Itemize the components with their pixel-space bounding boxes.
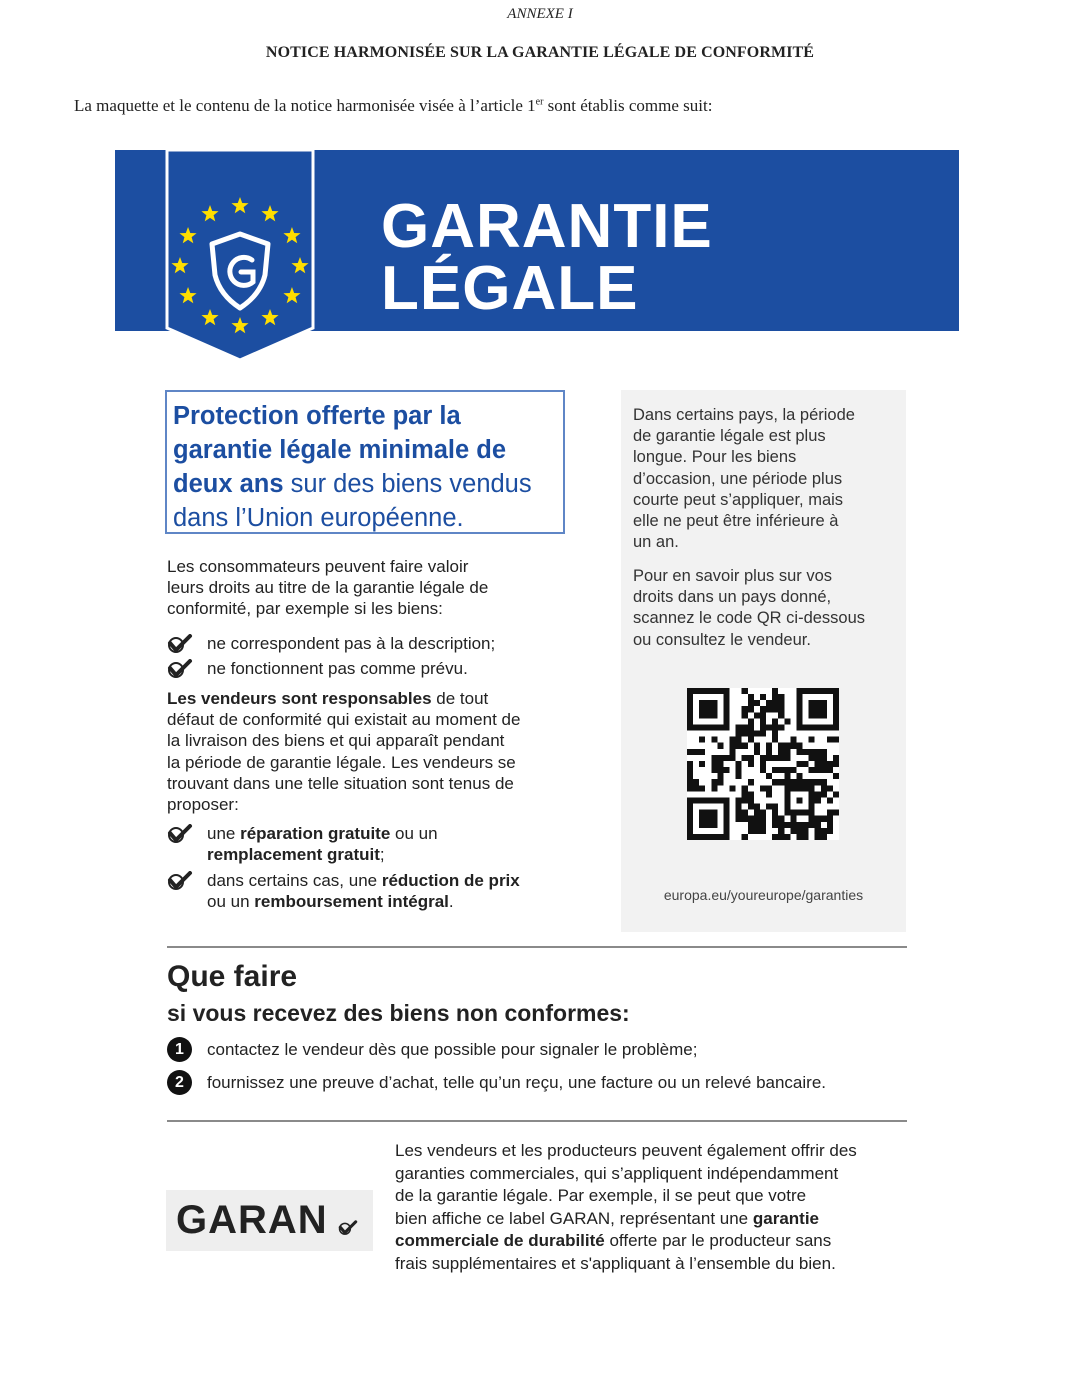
sidebar-paragraph: Pour en savoir plus sur vos droits dans un pays donné, scannez le code QR ci-dessous ou consultez le vendeur. bbox=[633, 567, 866, 649]
commercial-guarantee-text: Les vendeurs et les producteurs peuvent également offrir des garanties commerciales, qui s’appliquent indépendamment de la garantie légale. Par exemple, il se peut que votre bien affiche ce label GARAN, représentant une garantie commerciale de durabilité offerte par le producteur sans frais supplémentaires et s'appliquant à l’ensemble du bien. bbox=[395, 1141, 857, 1273]
europa-link[interactable]: europa.eu/youreurope/garanties bbox=[663, 887, 864, 903]
document-title: NOTICE HARMONISÉE SUR LA GARANTIE LÉGALE DE CONFORMITÉ bbox=[265, 44, 815, 61]
section-divider bbox=[167, 1120, 907, 1122]
garan-label-box bbox=[166, 1190, 373, 1251]
check-icon bbox=[167, 871, 193, 891]
step-number: 1 bbox=[167, 1037, 192, 1062]
section-divider bbox=[167, 946, 907, 948]
check-icon bbox=[167, 659, 193, 679]
protection-box: Protection offerte par la garantie légale minimale de deux ans sur des biens vendus dans l’Union européenne. bbox=[165, 390, 565, 534]
sidebar-paragraph: Dans certains pays, la période de garantie légale est plus longue. Pour les biens d’occasion, une période plus courte peut s’appliquer, mais elle ne peut être inférieure à un an. bbox=[633, 406, 855, 552]
garan-label: GARAN bbox=[176, 1198, 328, 1242]
check-icon bbox=[338, 1220, 358, 1236]
sellers-paragraph: Les vendeurs sont responsables de tout défaut de conformité qui existait au moment de la livraison des biens et qui apparaît pendant la période de garantie légale. Les vendeurs se trouvant dans une telle situation sont tenus de proposer: bbox=[167, 689, 521, 815]
intro-text: La maquette et le contenu de la notice harmonisée visée à l’article 1er sont établis comme suit: bbox=[74, 96, 713, 115]
rights-intro: Les consommateurs peuvent faire valoir leurs droits au titre de la garantie légale de conformité, par exemple si les biens: bbox=[167, 557, 489, 619]
info-sidebar bbox=[621, 390, 906, 932]
annex-label: ANNEXE I bbox=[507, 6, 573, 22]
eu-shield-g-icon bbox=[165, 150, 315, 362]
qr-code-icon[interactable] bbox=[687, 688, 839, 840]
banner-title: GARANTIE LÉGALE bbox=[381, 192, 713, 323]
what-to-do-title: Que faire bbox=[167, 960, 298, 993]
check-icon bbox=[167, 634, 193, 654]
check-icon bbox=[167, 824, 193, 844]
step-number: 2 bbox=[167, 1070, 192, 1095]
what-to-do-subtitle: si vous recevez des biens non conformes: bbox=[167, 1000, 630, 1026]
